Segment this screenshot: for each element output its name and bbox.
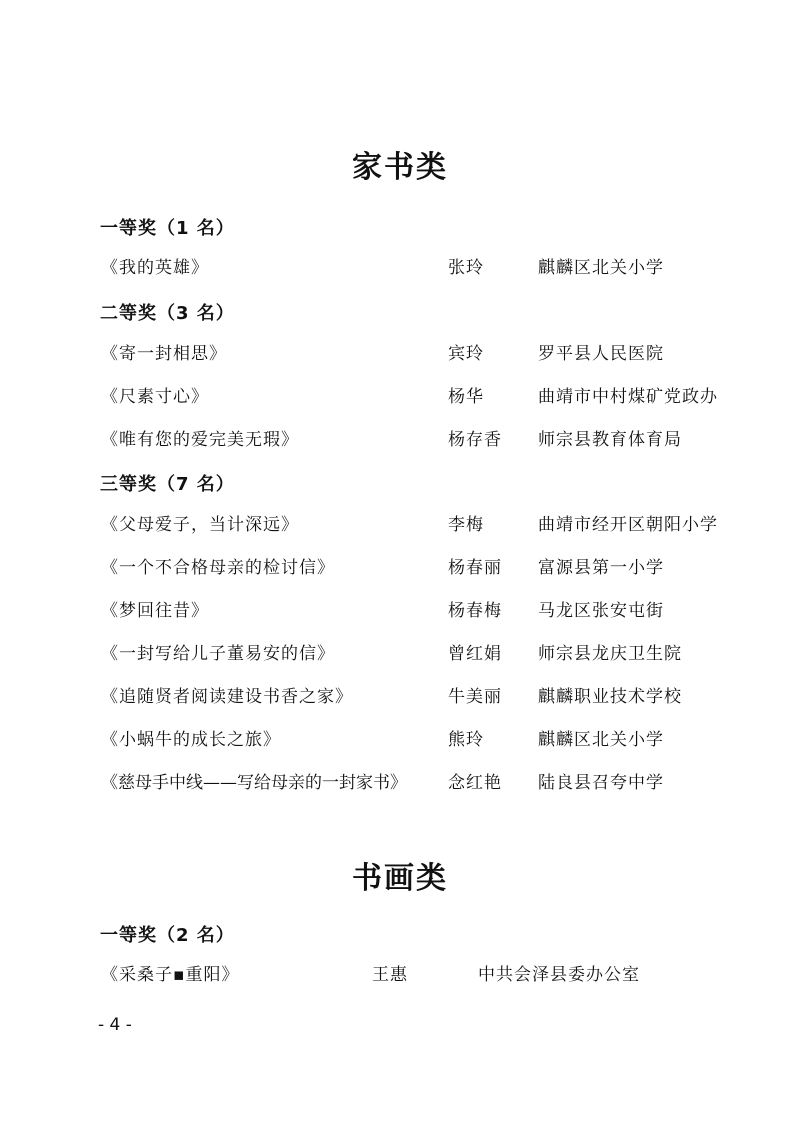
prize-heading-second: 二等奖（3 名） (100, 303, 235, 324)
entry-organization: 师宗县龙庆卫生院 (538, 644, 682, 664)
entry-title: 《一个不合格母亲的检讨信》 (101, 558, 335, 578)
entry-author: 杨华 (448, 387, 484, 407)
entry-author: 李梅 (448, 515, 484, 535)
entry-organization: 麒麟职业技术学校 (538, 687, 682, 707)
entry-title: 《采桑子▪重阳》 (101, 965, 240, 985)
prize-heading-first: 一等奖（1 名） (100, 218, 235, 239)
entry-author: 张玲 (448, 258, 484, 278)
award-entry (0, 339, 800, 365)
entry-author: 杨春丽 (448, 558, 502, 578)
award-entry (0, 639, 800, 665)
entry-author: 牛美丽 (448, 687, 502, 707)
prize-heading-third: 三等奖（7 名） (100, 474, 235, 495)
entry-author: 宾玲 (448, 344, 484, 364)
entry-organization: 曲靖市中村煤矿党政办 (538, 387, 718, 407)
entry-organization: 曲靖市经开区朝阳小学 (538, 515, 718, 535)
entry-title: 《追随贤者阅读建设书香之家》 (101, 687, 353, 707)
entry-organization: 罗平县人民医院 (538, 344, 664, 364)
award-entry (0, 596, 800, 622)
entry-title: 《梦回往昔》 (101, 601, 209, 621)
page-number: - 4 - (98, 1015, 132, 1035)
entry-title: 《寄一封相思》 (101, 344, 227, 364)
entry-organization: 麒麟区北关小学 (538, 258, 664, 278)
entry-organization: 中共会泽县委办公室 (478, 965, 640, 985)
entry-title: 《一封写给儿子董易安的信》 (101, 644, 335, 664)
entry-organization: 富源县第一小学 (538, 558, 664, 578)
entry-author: 曾红娟 (448, 644, 502, 664)
award-entry (0, 682, 800, 708)
entry-organization: 陆良县召夸中学 (538, 773, 664, 793)
entry-title: 《小蜗牛的成长之旅》 (101, 730, 281, 750)
section-title-calligraphy-painting: 书画类 (352, 861, 448, 896)
entry-title: 《父母爱子，当计深远》 (101, 515, 299, 535)
entry-organization: 马龙区张安屯街 (538, 601, 664, 621)
award-entry (0, 553, 800, 579)
award-entry (0, 725, 800, 751)
award-entry (0, 510, 800, 536)
entry-title: 《我的英雄》 (101, 258, 209, 278)
award-entry (0, 382, 800, 408)
entry-organization: 师宗县教育体育局 (538, 430, 682, 450)
entry-author: 念红艳 (448, 773, 502, 793)
entry-author: 王惠 (372, 965, 408, 985)
section-title-family-letters: 家书类 (352, 150, 448, 185)
prize-heading-first: 一等奖（2 名） (100, 925, 235, 946)
entry-author: 杨春梅 (448, 601, 502, 621)
entry-organization: 麒麟区北关小学 (538, 730, 664, 750)
entry-title: 《慈母手中线——写给母亲的一封家书》 (101, 773, 407, 793)
award-entry (0, 425, 800, 451)
award-entry (0, 768, 800, 794)
entry-author: 熊玲 (448, 730, 484, 750)
entry-title: 《唯有您的爱完美无瑕》 (101, 430, 299, 450)
award-entry (0, 960, 800, 986)
award-entry (0, 253, 800, 279)
entry-title: 《尺素寸心》 (101, 387, 209, 407)
entry-author: 杨存香 (448, 430, 502, 450)
